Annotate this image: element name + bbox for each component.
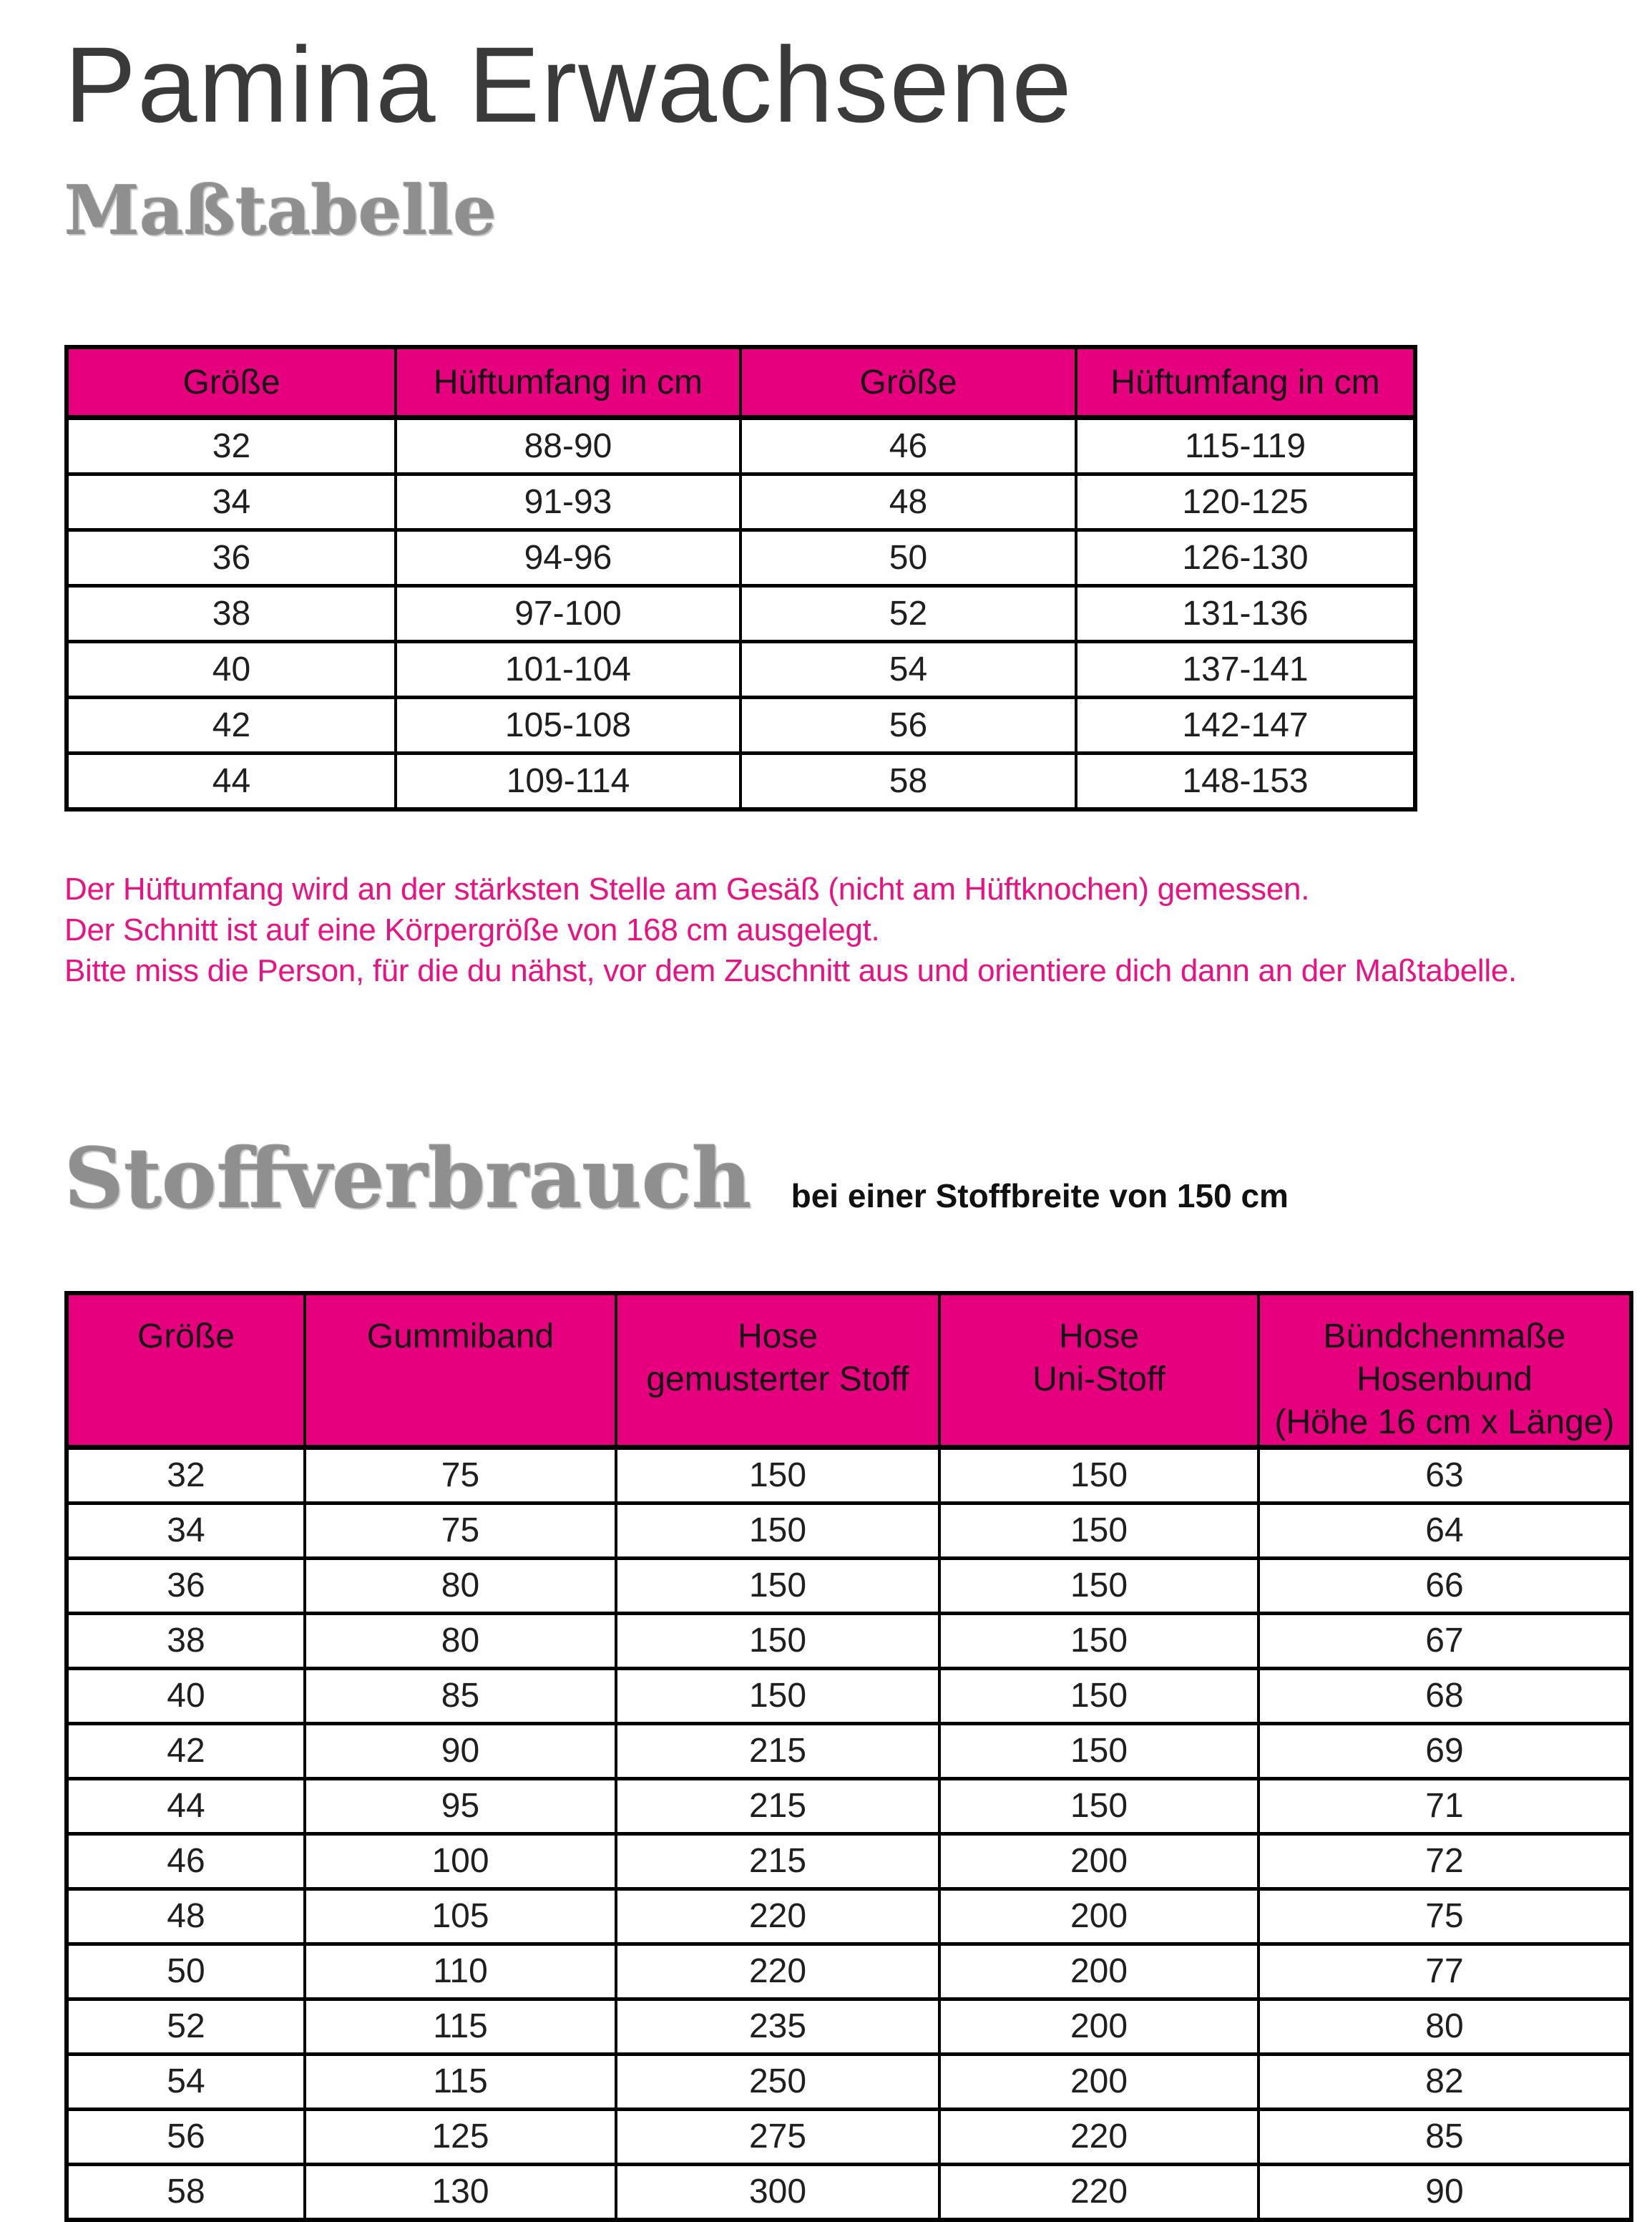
table-cell: 52 xyxy=(741,586,1076,642)
stoffverbrauch-heading: Stoffverbrauch xyxy=(64,1131,752,1227)
table-row xyxy=(67,2109,1631,2164)
header-line: Uni-Stoff xyxy=(1032,1360,1165,1398)
table-cell: 91-93 xyxy=(396,474,741,530)
header-line: Gummiband xyxy=(366,1317,554,1355)
table-cell: 50 xyxy=(741,530,1076,586)
table-cell: 235 xyxy=(616,1999,939,2054)
table-cell: 66 xyxy=(1258,1558,1631,1613)
table-cell: 94-96 xyxy=(396,530,741,586)
table-cell: 46 xyxy=(741,418,1076,474)
table-cell: 63 xyxy=(1258,1447,1631,1503)
fabric-header-hose-gemustert xyxy=(616,1293,939,1448)
table-cell: 85 xyxy=(305,1668,616,1723)
table-cell: 46 xyxy=(67,1833,305,1889)
size-table xyxy=(64,345,1417,812)
table-cell: 58 xyxy=(67,2164,305,2220)
stoffverbrauch-subtitle: bei einer Stoffbreite von 150 cm xyxy=(791,1177,1289,1214)
table-cell: 90 xyxy=(1258,2164,1631,2220)
table-cell: 75 xyxy=(305,1503,616,1558)
table-cell: 95 xyxy=(305,1778,616,1833)
table-row xyxy=(67,586,1415,642)
table-cell: 97-100 xyxy=(396,586,741,642)
table-row xyxy=(67,1889,1631,1944)
fabric-header-buendchen xyxy=(1258,1293,1631,1448)
table-row xyxy=(67,1447,1631,1503)
size-table-body xyxy=(67,418,1415,810)
table-cell: 115 xyxy=(305,1999,616,2054)
size-table-head xyxy=(67,347,1415,418)
header-line: Hosenbund xyxy=(1357,1360,1533,1398)
header-line: Bündchenmaße xyxy=(1323,1317,1566,1355)
table-cell: 68 xyxy=(1258,1668,1631,1723)
table-row xyxy=(67,1503,1631,1558)
table-cell: 148-153 xyxy=(1076,754,1415,810)
table-cell: 56 xyxy=(67,2109,305,2164)
table-cell: 220 xyxy=(939,2109,1258,2164)
fabric-header-hose-uni xyxy=(939,1293,1258,1448)
size-table-header-hueftumfang-1: Hüftumfang in cm xyxy=(396,347,741,418)
table-cell: 220 xyxy=(616,1944,939,1999)
table-cell: 150 xyxy=(939,1668,1258,1723)
table-cell: 88-90 xyxy=(396,418,741,474)
header-line: gemusterter Stoff xyxy=(646,1360,909,1398)
table-row xyxy=(67,418,1415,474)
table-cell: 58 xyxy=(741,754,1076,810)
table-row xyxy=(67,642,1415,698)
table-cell: 150 xyxy=(616,1613,939,1668)
table-row xyxy=(67,530,1415,586)
size-table-header-groesse-1: Größe xyxy=(67,347,396,418)
header-line: Größe xyxy=(137,1317,235,1355)
table-cell: 250 xyxy=(616,2054,939,2109)
table-row xyxy=(67,1778,1631,1833)
fabric-table-body xyxy=(67,1447,1631,2220)
table-cell: 80 xyxy=(305,1613,616,1668)
table-cell: 44 xyxy=(67,754,396,810)
table-cell: 36 xyxy=(67,530,396,586)
table-cell: 126-130 xyxy=(1076,530,1415,586)
fabric-table-header-row xyxy=(67,1293,1631,1448)
table-cell: 109-114 xyxy=(396,754,741,810)
table-cell: 131-136 xyxy=(1076,586,1415,642)
table-cell: 85 xyxy=(1258,2109,1631,2164)
table-cell: 69 xyxy=(1258,1723,1631,1778)
table-row xyxy=(67,1999,1631,2054)
fabric-header-gummiband xyxy=(305,1293,616,1448)
table-cell: 72 xyxy=(1258,1833,1631,1889)
table-cell: 105-108 xyxy=(396,698,741,754)
table-cell: 150 xyxy=(939,1723,1258,1778)
table-cell: 150 xyxy=(616,1558,939,1613)
table-cell: 40 xyxy=(67,1668,305,1723)
fabric-usage-table xyxy=(64,1291,1633,2222)
table-cell: 42 xyxy=(67,1723,305,1778)
table-cell: 200 xyxy=(939,1889,1258,1944)
table-row xyxy=(67,1723,1631,1778)
measurement-notes xyxy=(64,869,1652,991)
table-cell: 40 xyxy=(67,642,396,698)
size-table-header-groesse-2: Größe xyxy=(741,347,1076,418)
table-cell: 64 xyxy=(1258,1503,1631,1558)
table-cell: 90 xyxy=(305,1723,616,1778)
table-cell: 275 xyxy=(616,2109,939,2164)
table-cell: 38 xyxy=(67,1613,305,1668)
table-cell: 120-125 xyxy=(1076,474,1415,530)
note-line-3: Bitte miss die Person, für die du nähst, vor dem Zuschnitt aus und orientiere dich dann an der Maßtabelle. xyxy=(64,953,1517,988)
table-cell: 54 xyxy=(741,642,1076,698)
size-table-header-row xyxy=(67,347,1415,418)
table-cell: 200 xyxy=(939,2054,1258,2109)
table-cell: 110 xyxy=(305,1944,616,1999)
table-cell: 115 xyxy=(305,2054,616,2109)
table-cell: 50 xyxy=(67,1944,305,1999)
table-cell: 105 xyxy=(305,1889,616,1944)
table-cell: 150 xyxy=(939,1503,1258,1558)
table-cell: 48 xyxy=(67,1889,305,1944)
table-cell: 137-141 xyxy=(1076,642,1415,698)
table-cell: 54 xyxy=(67,2054,305,2109)
table-cell: 150 xyxy=(616,1503,939,1558)
fabric-header-groesse xyxy=(67,1293,305,1448)
masstabelle-heading: Maßtabelle xyxy=(64,170,497,250)
table-cell: 150 xyxy=(616,1668,939,1723)
table-cell: 200 xyxy=(939,1999,1258,2054)
table-row xyxy=(67,1833,1631,1889)
table-cell: 150 xyxy=(939,1613,1258,1668)
note-line-1: Der Hüftumfang wird an der stärksten Stelle am Gesäß (nicht am Hüftknochen) gemessen. xyxy=(64,872,1310,907)
table-cell: 215 xyxy=(616,1833,939,1889)
table-cell: 150 xyxy=(616,1447,939,1503)
table-row xyxy=(67,1944,1631,1999)
table-cell: 80 xyxy=(1258,1999,1631,2054)
stoffverbrauch-heading-row xyxy=(64,1131,1652,1227)
table-row xyxy=(67,754,1415,810)
table-cell: 200 xyxy=(939,1833,1258,1889)
table-cell: 150 xyxy=(939,1558,1258,1613)
table-cell: 52 xyxy=(67,1999,305,2054)
table-row xyxy=(67,1558,1631,1613)
table-row xyxy=(67,1613,1631,1668)
table-cell: 101-104 xyxy=(396,642,741,698)
table-cell: 48 xyxy=(741,474,1076,530)
table-cell: 38 xyxy=(67,586,396,642)
table-row xyxy=(67,474,1415,530)
table-cell: 42 xyxy=(67,698,396,754)
table-cell: 300 xyxy=(616,2164,939,2220)
page-title: Pamina Erwachsene xyxy=(64,24,1073,145)
table-cell: 34 xyxy=(67,474,396,530)
table-cell: 44 xyxy=(67,1778,305,1833)
table-cell: 32 xyxy=(67,1447,305,1503)
table-cell: 130 xyxy=(305,2164,616,2220)
table-row xyxy=(67,2164,1631,2220)
table-cell: 215 xyxy=(616,1723,939,1778)
table-cell: 142-147 xyxy=(1076,698,1415,754)
table-row xyxy=(67,1668,1631,1723)
table-cell: 215 xyxy=(616,1778,939,1833)
table-cell: 220 xyxy=(939,2164,1258,2220)
table-cell: 71 xyxy=(1258,1778,1631,1833)
table-cell: 34 xyxy=(67,1503,305,1558)
table-cell: 115-119 xyxy=(1076,418,1415,474)
size-table-header-hueftumfang-2: Hüftumfang in cm xyxy=(1076,347,1415,418)
table-cell: 200 xyxy=(939,1944,1258,1999)
note-line-2: Der Schnitt ist auf eine Körpergröße von 168 cm ausgelegt. xyxy=(64,912,880,947)
table-row xyxy=(67,698,1415,754)
table-cell: 77 xyxy=(1258,1944,1631,1999)
table-cell: 67 xyxy=(1258,1613,1631,1668)
header-line: Hose xyxy=(737,1317,818,1355)
table-cell: 100 xyxy=(305,1833,616,1889)
table-cell: 125 xyxy=(305,2109,616,2164)
header-line: Hose xyxy=(1058,1317,1140,1355)
table-row xyxy=(67,2054,1631,2109)
table-cell: 32 xyxy=(67,418,396,474)
table-cell: 150 xyxy=(939,1778,1258,1833)
table-cell: 56 xyxy=(741,698,1076,754)
fabric-table-head xyxy=(67,1293,1631,1448)
table-cell: 80 xyxy=(305,1558,616,1613)
table-cell: 150 xyxy=(939,1447,1258,1503)
header-line: (Höhe 16 cm x Länge) xyxy=(1274,1403,1615,1441)
table-cell: 220 xyxy=(616,1889,939,1944)
table-cell: 75 xyxy=(1258,1889,1631,1944)
table-cell: 82 xyxy=(1258,2054,1631,2109)
table-cell: 75 xyxy=(305,1447,616,1503)
table-cell: 36 xyxy=(67,1558,305,1613)
